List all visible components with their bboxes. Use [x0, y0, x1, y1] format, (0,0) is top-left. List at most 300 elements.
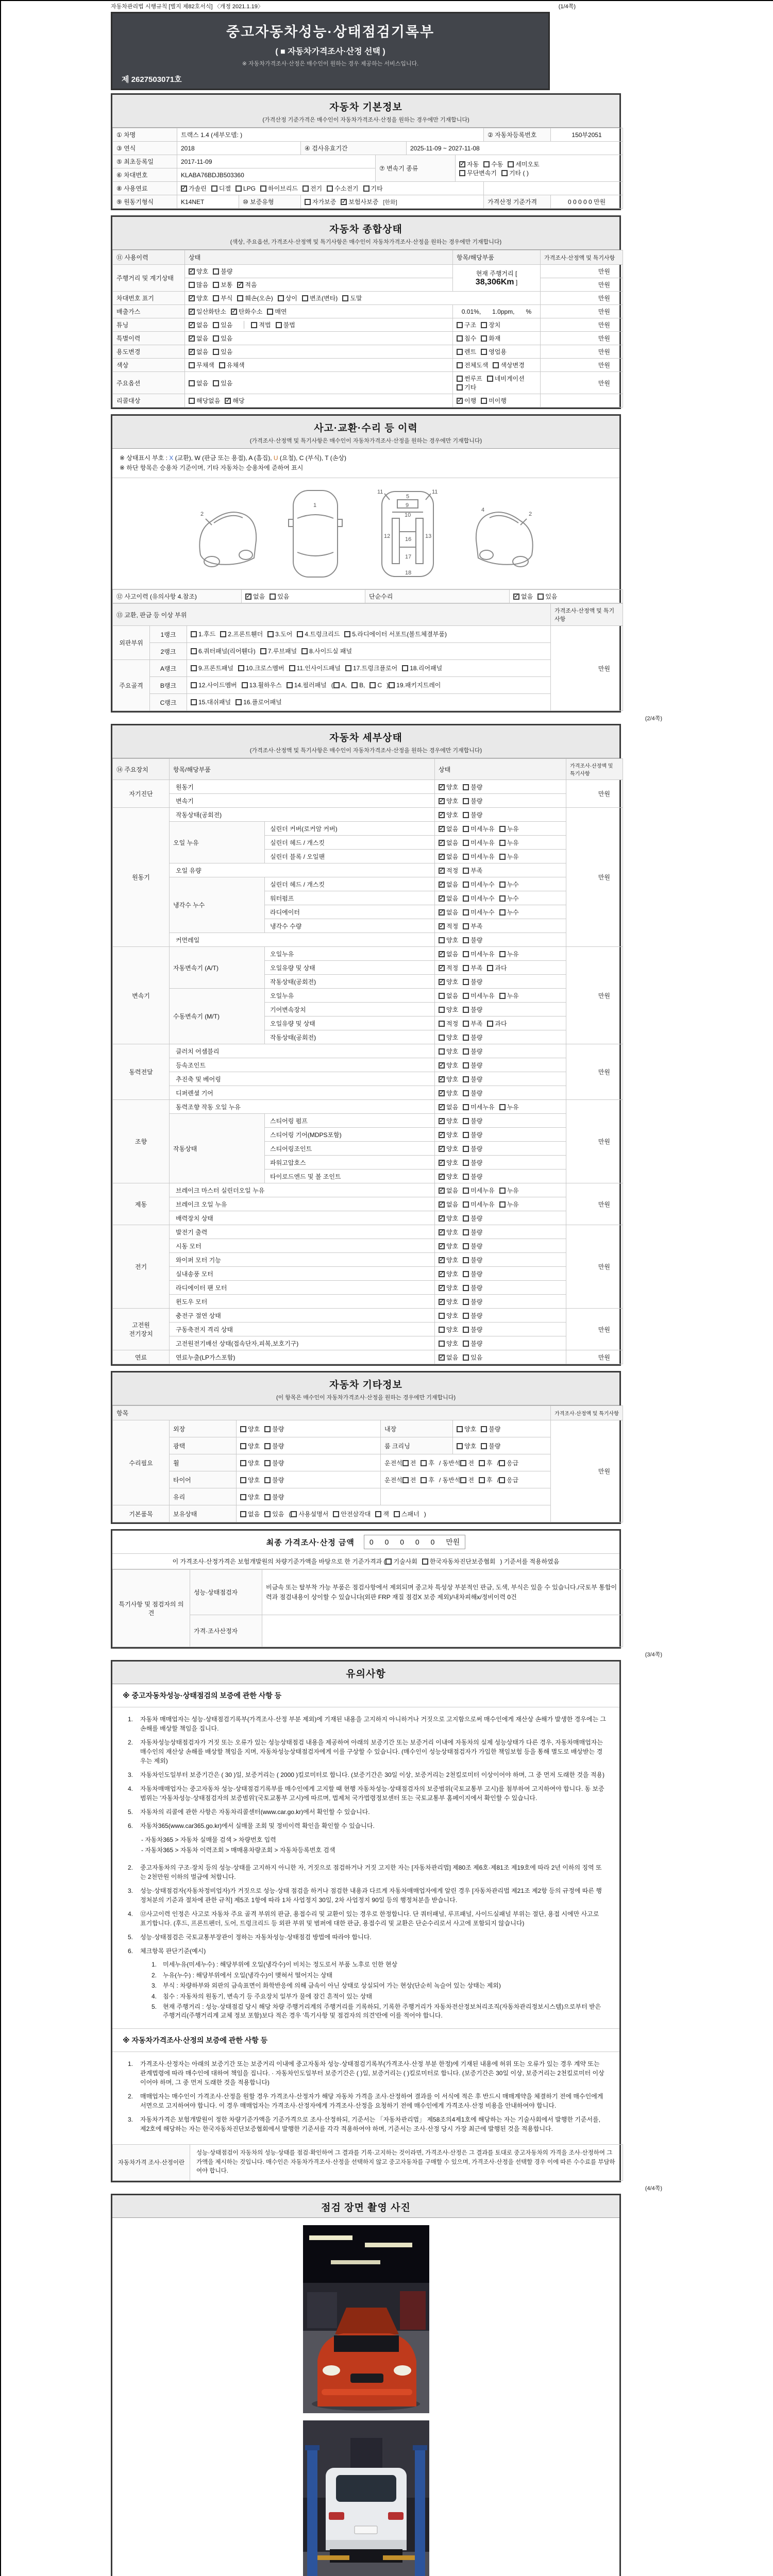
unchecked-checkbox[interactable]	[238, 665, 244, 671]
unchecked-checkbox[interactable]	[463, 1201, 469, 1208]
item-label: 오일유량 및 상태	[265, 1016, 435, 1030]
checked-checkbox[interactable]	[189, 309, 195, 315]
checked-checkbox[interactable]	[245, 594, 251, 600]
unchecked-checkbox[interactable]	[278, 295, 284, 301]
checkbox-label: 불량	[470, 811, 483, 819]
row-label: 특별이력	[113, 332, 185, 345]
appraiser-opinion-text	[262, 1615, 623, 1647]
unchecked-checkbox[interactable]	[463, 812, 469, 818]
unchecked-checkbox[interactable]	[457, 362, 463, 368]
unchecked-checkbox[interactable]	[289, 665, 295, 671]
unchecked-checkbox[interactable]	[499, 1477, 505, 1483]
unchecked-checkbox[interactable]	[402, 1477, 409, 1483]
inspection-photo-underbody	[303, 2420, 429, 2576]
unchecked-checkbox[interactable]	[479, 1460, 485, 1466]
checked-checkbox[interactable]	[439, 1062, 445, 1069]
unchecked-checkbox[interactable]	[457, 335, 463, 342]
checkbox-option	[463, 1144, 482, 1153]
unchecked-checkbox[interactable]	[463, 1021, 469, 1027]
unchecked-checkbox[interactable]	[276, 322, 282, 328]
unchecked-checkbox[interactable]	[499, 1201, 506, 1208]
unchecked-checkbox[interactable]	[402, 1460, 409, 1466]
checkbox-option	[439, 1144, 458, 1153]
unchecked-checkbox[interactable]	[213, 268, 219, 275]
unchecked-checkbox[interactable]	[463, 1132, 469, 1138]
unchecked-checkbox[interactable]	[439, 993, 445, 999]
unchecked-checkbox[interactable]	[463, 909, 469, 916]
unchecked-checkbox[interactable]	[463, 854, 469, 860]
unchecked-checkbox[interactable]	[463, 1035, 469, 1041]
checkbox-label: C	[377, 682, 382, 689]
unchecked-checkbox[interactable]	[344, 631, 350, 637]
unchecked-checkbox[interactable]	[264, 1443, 271, 1449]
unchecked-checkbox[interactable]	[463, 798, 469, 804]
unchecked-checkbox[interactable]	[270, 594, 276, 600]
checkbox-option	[191, 696, 231, 708]
unchecked-checkbox[interactable]	[385, 1558, 392, 1565]
unchecked-checkbox[interactable]	[463, 1146, 469, 1152]
checkbox-option	[499, 1186, 519, 1195]
checked-checkbox[interactable]	[225, 398, 231, 404]
checked-checkbox[interactable]	[439, 1243, 445, 1249]
checked-checkbox[interactable]	[439, 1271, 445, 1277]
unchecked-checkbox[interactable]	[240, 1494, 246, 1500]
unchecked-checkbox[interactable]	[369, 682, 376, 688]
unchecked-checkbox[interactable]	[240, 1460, 246, 1466]
checkbox-label: 전체도색	[464, 362, 489, 369]
unchecked-checkbox[interactable]	[236, 699, 242, 705]
unchecked-checkbox[interactable]	[264, 1460, 271, 1466]
unchecked-checkbox[interactable]	[422, 1558, 428, 1565]
checked-checkbox[interactable]	[189, 268, 195, 275]
transmission-label: ⑦ 변속기 종류	[376, 155, 456, 182]
checked-checkbox[interactable]	[457, 398, 463, 404]
unchecked-checkbox[interactable]	[463, 1354, 469, 1361]
checked-checkbox[interactable]	[439, 1229, 445, 1235]
checkbox-label: 적법	[259, 321, 271, 329]
checkbox-label: 미세누수	[470, 880, 495, 888]
price-cell: 만원	[566, 1100, 623, 1183]
unchecked-checkbox[interactable]	[327, 185, 333, 192]
checkbox-option	[264, 1476, 284, 1484]
checkbox-label: 불량	[470, 1298, 483, 1306]
unchecked-checkbox[interactable]	[483, 161, 490, 167]
price-cell: 만원	[566, 1183, 623, 1225]
unchecked-checkbox[interactable]	[375, 1511, 381, 1517]
unchecked-checkbox[interactable]	[402, 665, 408, 671]
checkbox-option	[220, 628, 263, 640]
checked-checkbox[interactable]	[189, 322, 195, 328]
checked-checkbox[interactable]	[439, 868, 445, 874]
unchecked-checkbox[interactable]	[499, 1104, 506, 1110]
checkbox-option	[460, 1476, 474, 1484]
overall-condition-section	[111, 215, 621, 409]
unchecked-checkbox[interactable]	[213, 335, 219, 342]
unchecked-checkbox[interactable]	[421, 1477, 427, 1483]
unchecked-checkbox[interactable]	[342, 295, 348, 301]
unchecked-checkbox[interactable]	[251, 322, 257, 328]
options-cell	[435, 1239, 566, 1253]
checkbox-label: 미세누유	[470, 992, 495, 999]
checkbox-option	[439, 1158, 458, 1167]
checked-checkbox[interactable]	[439, 1118, 445, 1124]
unchecked-checkbox[interactable]	[264, 1511, 271, 1517]
unchecked-checkbox[interactable]	[463, 1118, 469, 1124]
photo-band	[112, 2195, 619, 2218]
unchecked-checkbox[interactable]	[463, 1062, 469, 1069]
checked-checkbox[interactable]	[439, 784, 445, 790]
unchecked-checkbox[interactable]	[481, 398, 487, 404]
unchecked-checkbox[interactable]	[457, 322, 463, 328]
unchecked-checkbox[interactable]	[463, 1327, 469, 1333]
item-label: 디퍼렌셜 기어	[170, 1086, 435, 1100]
options-cell	[435, 961, 566, 975]
unchecked-checkbox[interactable]	[463, 1229, 469, 1235]
options-cell	[381, 1454, 551, 1471]
checkbox-label: 없음	[196, 379, 209, 387]
unchecked-checkbox[interactable]	[481, 1443, 487, 1449]
unchecked-checkbox[interactable]	[457, 1443, 463, 1449]
checked-checkbox[interactable]	[237, 282, 243, 288]
row-label: 차대번호 표기	[113, 292, 185, 305]
unchecked-checkbox[interactable]	[219, 362, 225, 368]
unchecked-checkbox[interactable]	[463, 1104, 469, 1110]
unchecked-checkbox[interactable]	[463, 1299, 469, 1305]
unchecked-checkbox[interactable]	[463, 1188, 469, 1194]
unchecked-checkbox[interactable]	[345, 665, 351, 671]
unchecked-checkbox[interactable]	[499, 1460, 505, 1466]
unchecked-checkbox[interactable]	[264, 1494, 271, 1500]
unchecked-checkbox[interactable]	[240, 1477, 246, 1483]
checked-checkbox[interactable]	[439, 1076, 445, 1082]
checked-checkbox[interactable]	[439, 1354, 445, 1361]
checkbox-option	[463, 838, 494, 847]
notice-item-text: 자동차 매매업자는 성능·상태점검기록부(가격조사·산정 부분 제외)에 기재된 내용을 고지하지 아니하거나 거짓으로 고지함으로써 매수인에게 재산상 손해가 발생한 경우에는 그 손해를 배상할 책임을 집니다.	[140, 1716, 606, 1733]
unchecked-checkbox[interactable]	[460, 1460, 466, 1466]
unchecked-checkbox[interactable]	[213, 380, 219, 386]
unchecked-checkbox[interactable]	[191, 631, 197, 637]
checked-checkbox[interactable]	[439, 1104, 445, 1110]
unchecked-checkbox[interactable]	[189, 362, 195, 368]
unchecked-checkbox[interactable]	[463, 965, 469, 971]
unchecked-checkbox[interactable]	[211, 185, 217, 192]
checkbox-option	[463, 1242, 482, 1250]
checked-checkbox[interactable]	[439, 1285, 445, 1291]
unchecked-checkbox[interactable]	[260, 185, 266, 192]
unchecked-checkbox[interactable]	[457, 349, 463, 355]
unchecked-checkbox[interactable]	[421, 1460, 427, 1466]
checkbox-label: 렌트	[464, 348, 477, 355]
checked-checkbox[interactable]	[439, 979, 445, 985]
notice-section-heading: ※ 중고자동차성능·상태점검의 보증에 관한 사항 등	[112, 1684, 619, 1707]
unchecked-checkbox[interactable]	[439, 1341, 445, 1347]
checked-checkbox[interactable]	[439, 826, 445, 832]
item-label: 시동 모터	[170, 1239, 435, 1253]
checked-checkbox[interactable]	[439, 895, 445, 902]
checkbox-option	[402, 1476, 416, 1484]
unchecked-checkbox[interactable]	[333, 682, 340, 688]
unchecked-checkbox[interactable]	[463, 979, 469, 985]
checked-checkbox[interactable]	[439, 840, 445, 846]
checkbox-option	[439, 824, 458, 833]
unchecked-checkbox[interactable]	[463, 895, 469, 902]
checked-checkbox[interactable]	[439, 951, 445, 957]
unchecked-checkbox[interactable]	[457, 384, 463, 391]
unchecked-checkbox[interactable]	[394, 1511, 400, 1517]
checkbox-option	[463, 852, 494, 861]
checked-checkbox[interactable]	[459, 161, 465, 167]
checkbox-label: 전	[410, 1476, 416, 1484]
checked-checkbox[interactable]	[439, 965, 445, 971]
unchecked-checkbox[interactable]	[463, 1160, 469, 1166]
unchecked-checkbox[interactable]	[191, 648, 197, 654]
checked-checkbox[interactable]	[439, 1160, 445, 1166]
unchecked-checkbox[interactable]	[499, 854, 506, 860]
checked-checkbox[interactable]	[439, 1215, 445, 1222]
unchecked-checkbox[interactable]	[463, 868, 469, 874]
unchecked-checkbox[interactable]	[499, 909, 506, 916]
item-label: 원동기	[170, 780, 435, 794]
unchecked-checkbox[interactable]	[499, 951, 506, 957]
unchecked-checkbox[interactable]	[213, 322, 219, 328]
empty-cell	[381, 1488, 551, 1505]
checked-checkbox[interactable]	[189, 295, 195, 301]
unchecked-checkbox[interactable]	[267, 309, 273, 315]
unchecked-checkbox[interactable]	[481, 349, 487, 355]
unchecked-checkbox[interactable]	[191, 665, 197, 671]
unchecked-checkbox[interactable]	[463, 1007, 469, 1013]
unchecked-checkbox[interactable]	[333, 1511, 339, 1517]
checked-checkbox[interactable]	[439, 812, 445, 818]
options-cell	[237, 1454, 381, 1471]
year-label: ③ 연식	[113, 142, 177, 155]
notice-item	[128, 1886, 606, 1905]
unchecked-checkbox[interactable]	[499, 826, 506, 832]
checked-checkbox[interactable]	[439, 1201, 445, 1208]
unchecked-checkbox[interactable]	[463, 1048, 469, 1055]
unchecked-checkbox[interactable]	[487, 376, 493, 382]
unchecked-checkbox[interactable]	[463, 951, 469, 957]
unchecked-checkbox[interactable]	[460, 1477, 466, 1483]
unchecked-checkbox[interactable]	[439, 1048, 445, 1055]
unchecked-checkbox[interactable]	[240, 1511, 246, 1517]
checkbox-label: 불량	[470, 1089, 483, 1097]
unchecked-checkbox[interactable]	[301, 648, 308, 654]
final-price-section	[111, 1529, 621, 1649]
checked-checkbox[interactable]	[439, 1146, 445, 1152]
checked-checkbox[interactable]	[341, 199, 347, 205]
unchecked-checkbox[interactable]	[189, 380, 195, 386]
checkbox-label: 누수	[507, 880, 519, 888]
checkbox-option	[439, 1089, 458, 1097]
device-group-label: 동력전달	[113, 1044, 170, 1100]
unchecked-checkbox[interactable]	[463, 1257, 469, 1263]
transmission-line2	[459, 168, 619, 177]
checkbox-label: 양호	[446, 978, 459, 986]
unchecked-checkbox[interactable]	[305, 199, 311, 205]
unchecked-checkbox[interactable]	[220, 631, 226, 637]
checkbox-option	[457, 334, 476, 343]
unchecked-checkbox[interactable]	[240, 1443, 246, 1449]
unchecked-checkbox[interactable]	[481, 322, 487, 328]
checked-checkbox[interactable]	[439, 854, 445, 860]
unchecked-checkbox[interactable]	[499, 840, 506, 846]
checkbox-option	[240, 1510, 260, 1518]
unchecked-checkbox[interactable]	[439, 1007, 445, 1013]
checked-checkbox[interactable]	[189, 349, 195, 355]
overall-h1: ⑪ 사용이력	[113, 250, 185, 265]
appraiser-label: 가격·조사산정자	[190, 1615, 262, 1647]
unchecked-checkbox[interactable]	[189, 398, 195, 404]
unchecked-checkbox[interactable]	[463, 1090, 469, 1096]
checkbox-option	[402, 662, 442, 674]
unchecked-checkbox[interactable]	[463, 1341, 469, 1347]
unchecked-checkbox[interactable]	[457, 1426, 463, 1432]
options-cell	[435, 1197, 566, 1211]
unchecked-checkbox[interactable]	[291, 1511, 297, 1517]
item-label: 냉각수 수량	[265, 919, 435, 933]
unchecked-checkbox[interactable]	[439, 1313, 445, 1319]
checkbox-option	[394, 1510, 419, 1518]
unchecked-checkbox[interactable]	[297, 631, 303, 637]
unchecked-checkbox[interactable]	[457, 376, 463, 382]
unchecked-checkbox[interactable]	[213, 349, 219, 355]
unchecked-checkbox[interactable]	[479, 1477, 485, 1483]
notice-item-text: 자동차의 리콜에 관한 사항은 자동차리콜센터(www.car.go.kr)에서 확인할 수 있습니다.	[140, 1808, 370, 1816]
checkbox-label: 5.라디에이터 서포트(볼트체결부품)	[352, 631, 447, 638]
unchecked-checkbox[interactable]	[463, 1313, 469, 1319]
unchecked-checkbox[interactable]	[459, 170, 465, 176]
price-cell: 만원	[541, 345, 623, 359]
unchecked-checkbox[interactable]	[537, 594, 544, 600]
unchecked-checkbox[interactable]	[463, 1243, 469, 1249]
checkbox-label: 불량	[470, 1214, 483, 1222]
unchecked-checkbox[interactable]	[481, 1426, 487, 1432]
unchecked-checkbox[interactable]	[499, 895, 506, 902]
unchecked-checkbox[interactable]	[236, 185, 242, 192]
checkbox-option	[236, 185, 256, 192]
unchecked-checkbox[interactable]	[264, 1426, 271, 1432]
checkbox-label: 양호	[446, 1159, 459, 1166]
unchecked-checkbox[interactable]	[267, 631, 274, 637]
checked-checkbox[interactable]	[181, 185, 187, 192]
checkbox-label: 일산화탄소	[196, 308, 226, 315]
unchecked-checkbox[interactable]	[363, 185, 369, 192]
checkbox-label: 하이브리드	[267, 185, 298, 192]
unchecked-checkbox[interactable]	[439, 1327, 445, 1333]
unchecked-checkbox[interactable]	[191, 682, 197, 688]
checked-checkbox[interactable]	[439, 1188, 445, 1194]
unchecked-checkbox[interactable]	[463, 1271, 469, 1277]
unchecked-checkbox[interactable]	[501, 170, 508, 176]
unchecked-checkbox[interactable]	[499, 993, 506, 999]
unchecked-checkbox[interactable]	[302, 295, 308, 301]
unchecked-checkbox[interactable]	[463, 1076, 469, 1082]
unchecked-checkbox[interactable]	[463, 1174, 469, 1180]
unchecked-checkbox[interactable]	[260, 648, 266, 654]
checkbox-label: 없음	[446, 825, 459, 833]
unchecked-checkbox[interactable]	[463, 882, 469, 888]
item-label: 외장	[170, 1420, 237, 1437]
checkbox-option	[439, 977, 458, 986]
notice-title: 유의사항	[346, 1669, 386, 1680]
unchecked-checkbox[interactable]	[487, 965, 493, 971]
checkbox-option	[463, 1075, 482, 1083]
notice-sub-number: 5.	[152, 2003, 157, 2010]
unchecked-checkbox[interactable]	[264, 1477, 271, 1483]
checked-checkbox[interactable]	[439, 882, 445, 888]
checkbox-option	[439, 908, 458, 917]
inspection-photo-engine-bay	[303, 2225, 429, 2413]
checked-checkbox[interactable]	[189, 335, 195, 342]
unchecked-checkbox[interactable]	[213, 295, 219, 301]
unchecked-checkbox[interactable]	[499, 1188, 506, 1194]
checked-checkbox[interactable]	[439, 1299, 445, 1305]
checkbox-label: 양호	[446, 1047, 459, 1055]
unchecked-checkbox[interactable]	[439, 1021, 445, 1027]
checked-checkbox[interactable]	[439, 1174, 445, 1180]
checked-checkbox[interactable]	[439, 909, 445, 916]
checkbox-label: 양호	[446, 1006, 459, 1013]
unchecked-checkbox[interactable]	[351, 682, 358, 688]
unchecked-checkbox[interactable]	[463, 937, 469, 943]
unchecked-checkbox[interactable]	[463, 840, 469, 846]
unchecked-checkbox[interactable]	[487, 1021, 493, 1027]
unchecked-checkbox[interactable]	[508, 161, 514, 167]
unchecked-checkbox[interactable]	[499, 882, 506, 888]
unchecked-checkbox[interactable]	[389, 682, 395, 688]
text: (교환), W (판금 또는 용접), A (흠집),	[173, 454, 274, 462]
unchecked-checkbox[interactable]	[237, 295, 243, 301]
unchecked-checkbox[interactable]	[463, 1285, 469, 1291]
unchecked-checkbox[interactable]	[463, 826, 469, 832]
options-cell	[187, 660, 551, 677]
item-label: 오일유량 및 상태	[265, 961, 435, 975]
checkbox-label: 양호	[446, 1173, 459, 1180]
unchecked-checkbox[interactable]	[439, 937, 445, 943]
checkbox-label: 없음	[196, 335, 209, 342]
car-rear-right-diagram	[470, 489, 547, 579]
unchecked-checkbox[interactable]	[287, 682, 293, 688]
unchecked-checkbox[interactable]	[213, 282, 219, 288]
checked-checkbox[interactable]	[513, 594, 519, 600]
checked-checkbox[interactable]	[439, 1090, 445, 1096]
unchecked-checkbox[interactable]	[191, 699, 197, 705]
checkbox-option	[499, 1200, 519, 1209]
options-cell	[435, 1030, 566, 1044]
unchecked-checkbox[interactable]	[242, 682, 248, 688]
unchecked-checkbox[interactable]	[463, 784, 469, 790]
unchecked-checkbox[interactable]	[439, 1035, 445, 1041]
unchecked-checkbox[interactable]	[493, 362, 499, 368]
checkbox-option	[345, 662, 397, 674]
checked-checkbox[interactable]	[439, 1132, 445, 1138]
svg-text:1: 1	[313, 502, 316, 509]
checked-checkbox[interactable]	[439, 923, 445, 929]
checkbox-label: 누유	[507, 1187, 519, 1194]
unchecked-checkbox[interactable]	[303, 185, 309, 192]
unchecked-checkbox[interactable]	[481, 335, 487, 342]
item-label: 커먼레일	[170, 933, 435, 947]
checked-checkbox[interactable]	[439, 798, 445, 804]
checked-checkbox[interactable]	[439, 1257, 445, 1263]
unchecked-checkbox[interactable]	[463, 1215, 469, 1222]
checked-checkbox[interactable]	[231, 309, 237, 315]
unchecked-checkbox[interactable]	[240, 1426, 246, 1432]
unchecked-checkbox[interactable]	[463, 923, 469, 929]
unchecked-checkbox[interactable]	[189, 282, 195, 288]
unchecked-checkbox[interactable]	[463, 993, 469, 999]
